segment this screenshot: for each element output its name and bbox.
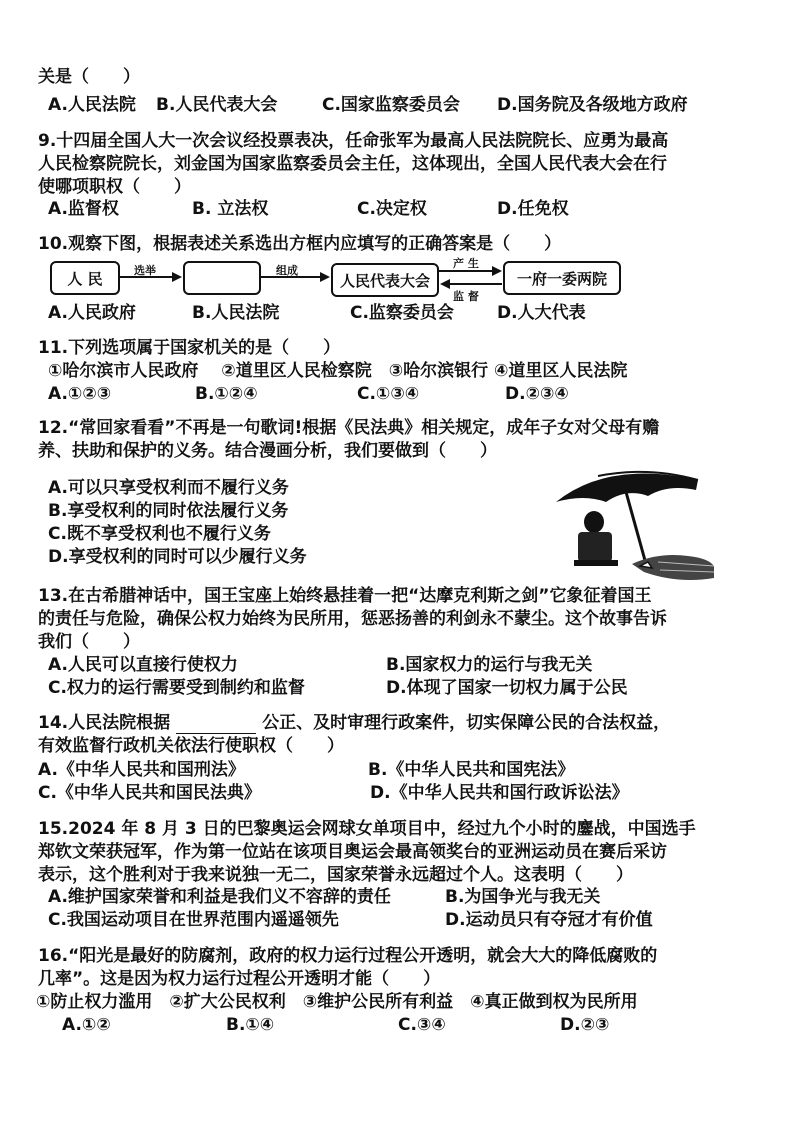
- q15-option-a[interactable]: A.维护国家荣誉和利益是我们义不容辞的责任: [48, 887, 391, 907]
- q12-option-b[interactable]: B.享受权利的同时依法履行义务: [48, 501, 289, 521]
- q16-option-b[interactable]: B.①④: [226, 1015, 275, 1035]
- q14-option-b[interactable]: B.《中华人民共和国宪法》: [368, 760, 575, 780]
- q11-option-a[interactable]: A.①②③: [48, 384, 112, 404]
- q13-option-b[interactable]: B.国家权力的运行与我无关: [386, 655, 593, 675]
- q9-stem-line-2: 人民检察院院长，刘金国为国家监察委员会主任，这体现出，全国人民代表大会在行: [38, 154, 667, 174]
- q15-stem-line-2: 郑钦文荣获冠军，作为第一位站在该项目奥运会最高领奖台的亚洲运动员在赛后采访: [38, 842, 667, 862]
- q9-option-c[interactable]: C.决定权: [357, 199, 427, 219]
- q12-option-c[interactable]: C.既不享受权利也不履行义务: [48, 524, 271, 544]
- q8-option-c[interactable]: C.国家监察委员会: [322, 95, 460, 115]
- q13-option-a[interactable]: A.人民可以直接行使权力: [48, 655, 238, 675]
- q11-option-b[interactable]: B.①②④: [195, 384, 258, 404]
- q11-stem: 11.下列选项属于国家机关的是（ ）: [38, 338, 341, 358]
- q13-stem-line-1: 13.在古希腊神话中，国王宝座上始终悬挂着一把“达摩克利斯之剑”它象征着国王: [38, 586, 652, 606]
- q16-items: ①防止权力滥用 ②扩大公民权利 ③维护公民所有利益 ④真正做到权为民所用: [36, 992, 638, 1012]
- q16-stem-line-1: 16.“阳光是最好的防腐剂，政府的权力运行过程公开透明，就会大大的降低腐败的: [38, 946, 658, 966]
- q13-stem-line-3: 我们（ ）: [38, 632, 140, 652]
- q10-option-b[interactable]: B.人民法院: [192, 303, 280, 323]
- q10-option-c[interactable]: C.监察委员会: [350, 303, 454, 323]
- q12-option-d[interactable]: D.享受权利的同时可以少履行义务: [48, 547, 307, 567]
- q14-answer-blank[interactable]: [176, 717, 256, 734]
- q14-stem-post: 公正、及时审理行政案件，切实保障公民的合法权益，: [262, 713, 671, 733]
- q15-stem-line-3: 表示，这个胜利对于我来说独一无二，国家荣誉永远超过个人。这表明（ ）: [38, 865, 633, 885]
- q14-stem-pre: 14.人民法院根据: [38, 713, 171, 733]
- umbrella-cartoon-image: [548, 466, 716, 584]
- q9-option-a[interactable]: A.监督权: [48, 199, 119, 219]
- q16-option-d[interactable]: D.②③: [560, 1015, 610, 1035]
- q15-option-d[interactable]: D.运动员只有夺冠才有价值: [445, 910, 653, 930]
- q15-stem-line-1: 15.2024 年 8 月 3 日的巴黎奥运会网球女单项目中，经过九个小时的鏖战，中国选手: [38, 819, 696, 839]
- q13-stem-line-2: 的责任与危险，确保公权力始终为民所用，惩恶扬善的利剑永不蒙尘。这个故事告诉: [38, 609, 667, 629]
- q8-option-d[interactable]: D.国务院及各级地方政府: [497, 95, 688, 115]
- q8-stem-tail: 关是（ ）: [38, 67, 140, 87]
- q9-stem-line-3: 使哪项职权（ ）: [38, 177, 191, 197]
- q14-option-d[interactable]: D.《中华人民共和国行政诉讼法》: [370, 783, 629, 803]
- diagram-box-congress: 人民代表大会: [331, 263, 439, 297]
- q13-option-d[interactable]: D.体现了国家一切权力属于公民: [386, 678, 628, 698]
- diagram-arrow-label-form: 组成: [276, 264, 298, 277]
- q14-option-a[interactable]: A.《中华人民共和国刑法》: [38, 760, 245, 780]
- q10-option-a[interactable]: A.人民政府: [48, 303, 136, 323]
- q16-option-c[interactable]: C.③④: [398, 1015, 446, 1035]
- q14-stem-line-1: [38, 712, 670, 734]
- q12-stem-line-1: 12.“常回家看看”不再是一句歌词!根据《民法典》相关规定，成年子女对父母有赡: [38, 418, 660, 438]
- q10-option-d[interactable]: D.人大代表: [497, 303, 586, 323]
- q14-stem-line-2: 有效监督行政机关依法行使职权（ ）: [38, 736, 344, 756]
- diagram-arrow-label-elect: 选举: [134, 264, 156, 277]
- diagram-box-government-bodies: 一府一委两院: [503, 261, 621, 295]
- q8-option-b[interactable]: B.人民代表大会: [156, 95, 278, 115]
- q14-option-c[interactable]: C.《中华人民共和国民法典》: [38, 783, 261, 803]
- diagram-arrow-label-produce: 产 生: [453, 257, 479, 270]
- q9-stem-line-1: 9.十四届全国人大一次会议经投票表决，任命张军为最高人民法院院长、应勇为最高: [38, 131, 669, 151]
- diagram-arrow-label-supervise: 监 督: [453, 290, 479, 303]
- q15-option-b[interactable]: B.为国争光与我无关: [445, 887, 601, 907]
- q11-items: ①哈尔滨市人民政府 ②道里区人民检察院 ③哈尔滨银行 ④道里区人民法院: [48, 361, 628, 381]
- diagram-box-people: 人 民: [50, 261, 120, 295]
- q12-stem-line-2: 养、扶助和保护的义务。结合漫画分析，我们要做到（ ）: [38, 441, 497, 461]
- q16-option-a[interactable]: A.①②: [62, 1015, 111, 1035]
- q9-option-d[interactable]: D.任免权: [497, 199, 569, 219]
- q11-option-d[interactable]: D.②③④: [505, 384, 569, 404]
- q15-option-c[interactable]: C.我国运动项目在世界范围内遥遥领先: [48, 910, 339, 930]
- q9-option-b[interactable]: B. 立法权: [192, 199, 269, 219]
- q8-option-a[interactable]: A.人民法院: [48, 95, 136, 115]
- q12-option-a[interactable]: A.可以只享受权利而不履行义务: [48, 478, 289, 498]
- q13-option-c[interactable]: C.权力的运行需要受到制约和监督: [48, 678, 305, 698]
- q10-stem: 10.观察下图，根据表述关系选出方框内应填写的正确答案是（ ）: [38, 234, 562, 254]
- q16-stem-line-2: 几率”。这是因为权力运行过程公开透明才能（ ）: [38, 969, 441, 989]
- q11-option-c[interactable]: C.①③④: [357, 384, 420, 404]
